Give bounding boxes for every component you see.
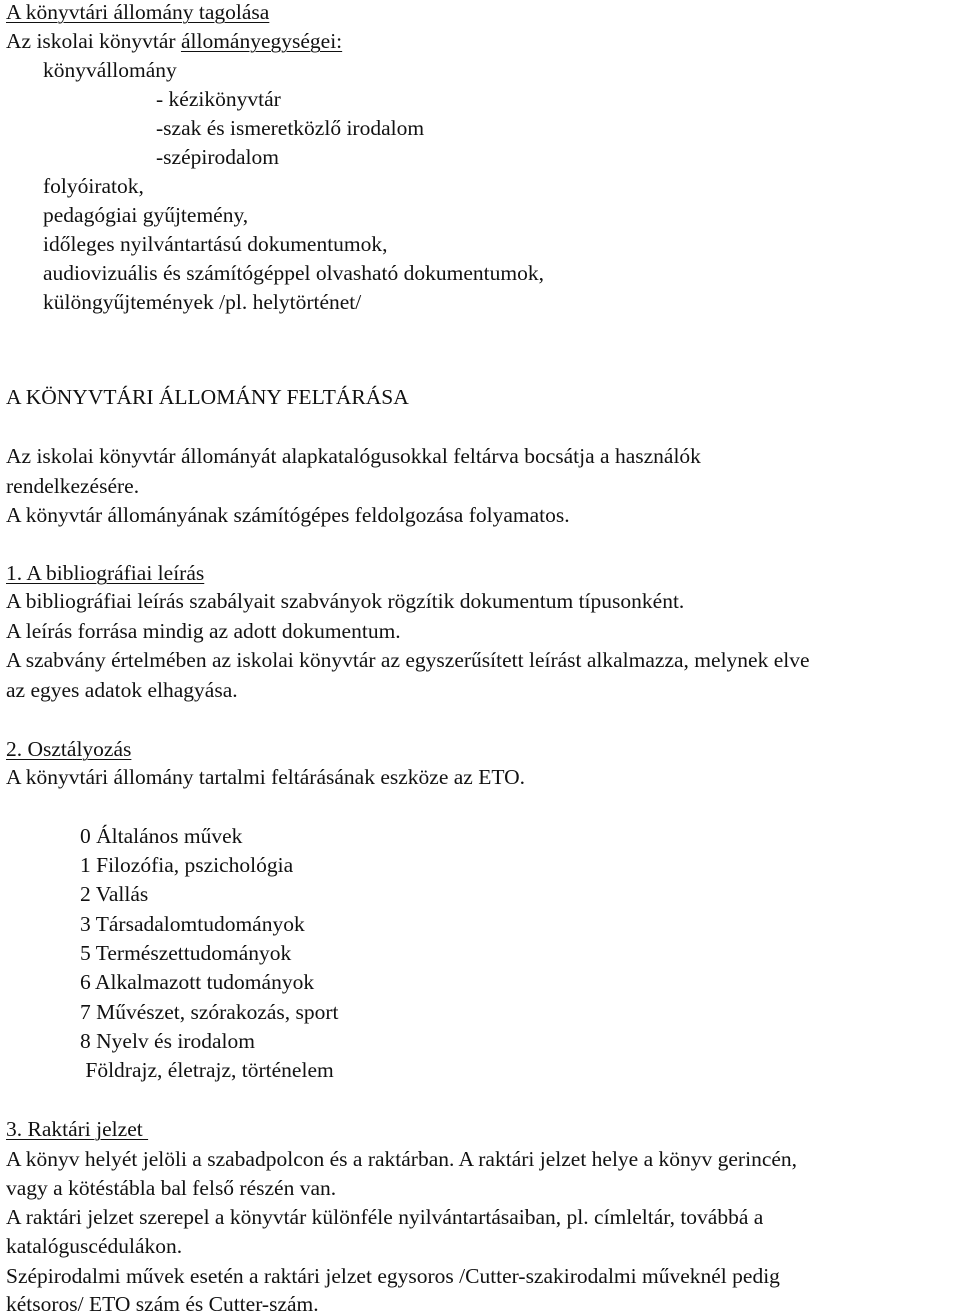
- paragraph-line: rendelkezésére.: [6, 474, 140, 498]
- section-heading: A KÖNYVTÁRI ÁLLOMÁNY FELTÁRÁSA: [6, 385, 409, 409]
- paragraph-line: kétsoros/ ETO szám és Cutter-szám.: [6, 1292, 319, 1316]
- paragraph-line: A bibliográfiai leírás szabályait szabványok rögzítik dokumentum típusonként.: [6, 589, 685, 613]
- list-item: könyvállomány: [43, 58, 177, 82]
- subtitle: [6, 31, 342, 53]
- section-title: A könyvtári állomány tagolása: [6, 0, 270, 24]
- paragraph-line: A könyv helyét jelöli a szabadpolcon és a raktárban. A raktári jelzet helye a könyv gerincén,: [6, 1147, 798, 1171]
- section-heading: 3. Raktári jelzet: [6, 1117, 149, 1141]
- eto-item: 8 Nyelv és irodalom: [80, 1029, 255, 1053]
- list-item: időleges nyilvántartású dokumentumok,: [43, 232, 388, 256]
- paragraph-line: az egyes adatok elhagyása.: [6, 678, 238, 702]
- section-heading: 1. A bibliográfiai leírás: [6, 561, 205, 585]
- subtitle-plain: Az iskolai könyvtár: [6, 29, 181, 53]
- list-item: -szépirodalom: [156, 145, 279, 169]
- eto-item: 5 Természettudományok: [80, 941, 292, 965]
- paragraph-line: A könyvtár állományának számítógépes feldolgozása folyamatos.: [6, 503, 570, 527]
- list-item: - kézikönyvtár: [156, 87, 281, 111]
- list-item: folyóiratok,: [43, 174, 144, 198]
- list-item: audiovizuális és számítógéppel olvasható dokumentumok,: [43, 261, 544, 285]
- list-item: pedagógiai gyűjtemény,: [43, 203, 249, 227]
- list-item: különgyűjtemények /pl. helytörténet/: [43, 290, 362, 314]
- paragraph-line: A raktári jelzet szerepel a könyvtár különféle nyilvántartásaiban, pl. címleltár, továbbá a: [6, 1205, 764, 1229]
- paragraph-line: Az iskolai könyvtár állományát alapkatalógusokkal feltárva bocsátja a használók: [6, 444, 701, 468]
- paragraph-line: Szépirodalmi művek esetén a raktári jelzet egysoros /Cutter-szakirodalmi műveknél pedig: [6, 1264, 780, 1288]
- eto-item: 1 Filozófia, pszichológia: [80, 853, 294, 877]
- eto-item: 3 Társadalomtudományok: [80, 912, 305, 936]
- paragraph-line: A könyvtári állomány tartalmi feltárásának eszköze az ETO.: [6, 765, 525, 789]
- subtitle-underlined: állományegységei:: [180, 29, 343, 53]
- list-item: -szak és ismeretközlő irodalom: [156, 116, 425, 140]
- paragraph-line: A szabvány értelmében az iskolai könyvtár az egyszerűsített leírást alkalmazza, melynek elve: [6, 648, 810, 672]
- paragraph-line: vagy a kötéstábla bal felső részén van.: [6, 1176, 337, 1200]
- paragraph-line: A leírás forrása mindig az adott dokumentum.: [6, 619, 401, 643]
- eto-item: 2 Vallás: [80, 882, 149, 906]
- eto-item: 0 Általános művek: [80, 824, 243, 848]
- eto-item: 7 Művészet, szórakozás, sport: [80, 1000, 339, 1024]
- eto-item: 6 Alkalmazott tudományok: [80, 970, 315, 994]
- paragraph-line: katalóguscédulákon.: [6, 1234, 183, 1258]
- eto-item: Földrajz, életrajz, történelem: [80, 1058, 334, 1082]
- section-heading: 2. Osztályozás: [6, 737, 132, 761]
